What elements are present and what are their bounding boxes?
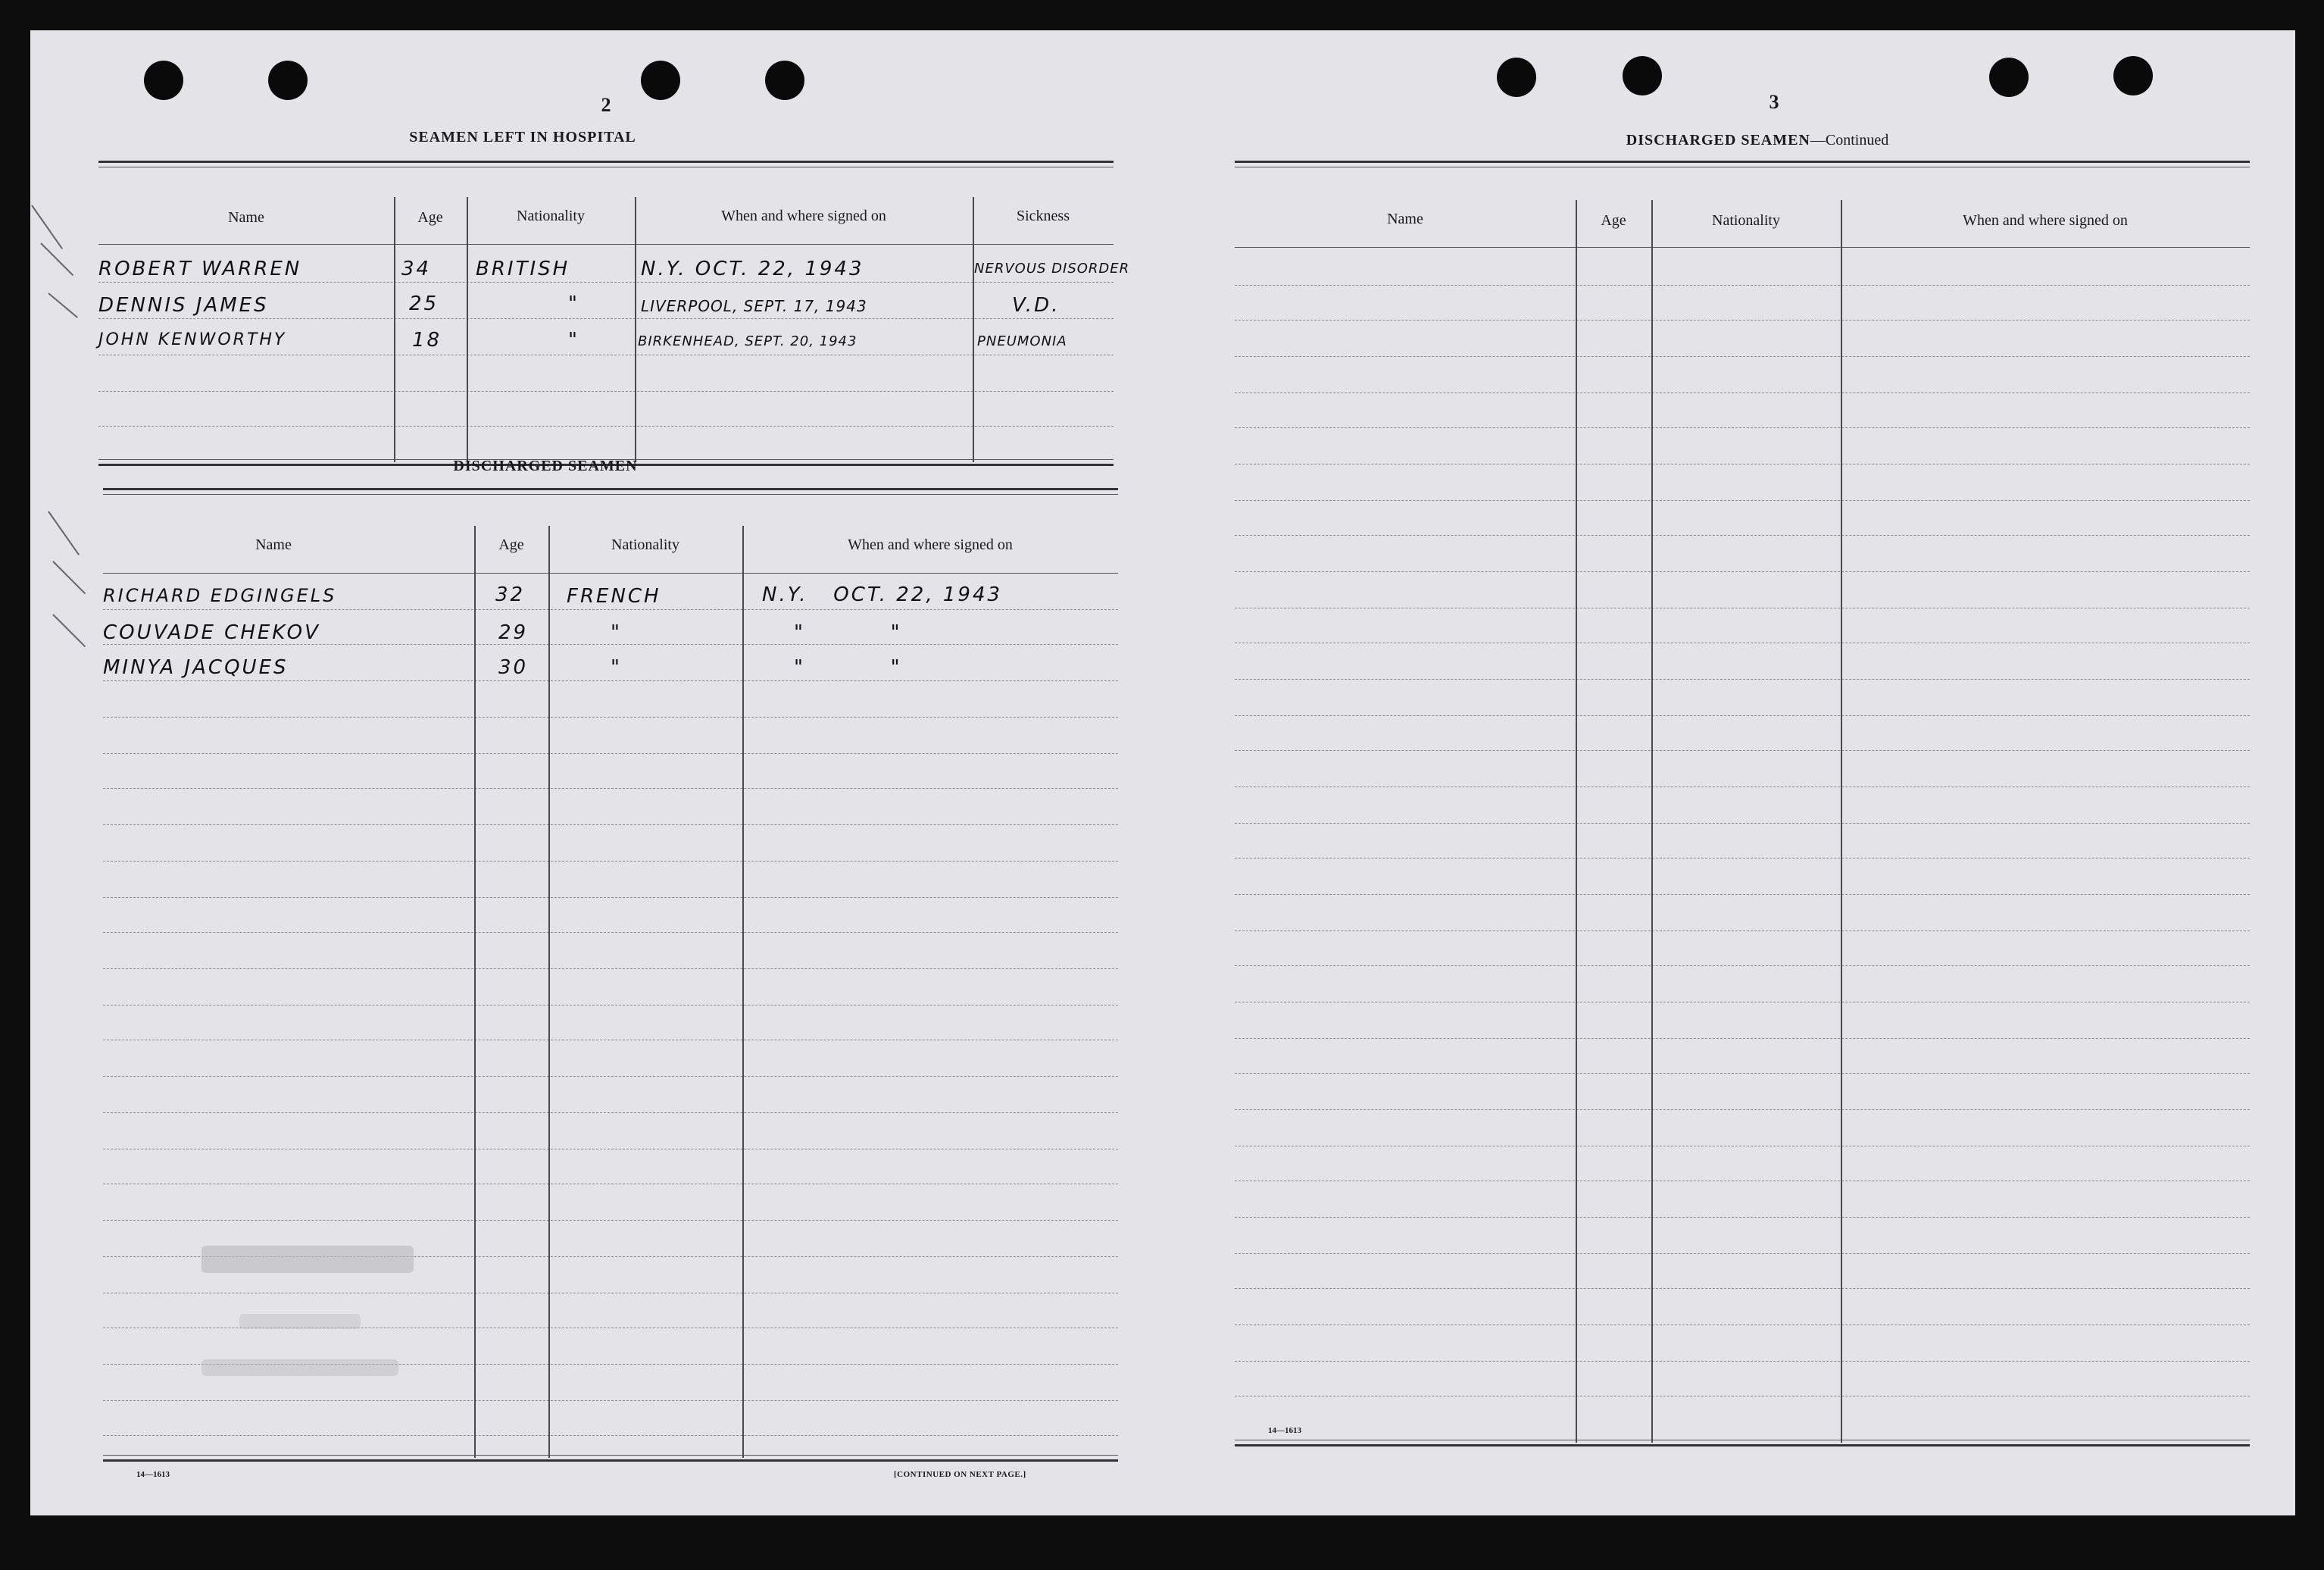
hospital-row-1-name: ROBERT WARREN	[98, 258, 302, 280]
right-title-suffix: —Continued	[1810, 132, 1889, 149]
punch-hole	[1989, 58, 2029, 97]
right-header-signed-on: When and where signed on	[1963, 212, 2128, 229]
faded-stamp	[201, 1359, 398, 1376]
discharged-row-3-age: 30	[498, 656, 529, 679]
hospital-row-3-name: JOHN KENWORTHY	[98, 330, 287, 349]
faded-stamp	[201, 1246, 414, 1273]
hospital-row-2-age: 25	[409, 292, 439, 315]
hospital-row-3-nationality: "	[568, 329, 579, 352]
header-age: Age	[417, 209, 443, 226]
continued-note: [CONTINUED ON NEXT PAGE.]	[894, 1470, 1026, 1479]
check-mark	[48, 292, 78, 318]
discharged-header-age: Age	[498, 536, 524, 553]
hospital-row-2-nationality: "	[568, 292, 579, 315]
header-name: Name	[228, 209, 264, 226]
hospital-row-3-age: 18	[412, 329, 442, 352]
punch-hole	[765, 61, 804, 100]
discharged-table	[103, 488, 1118, 1465]
document-sheet	[30, 30, 2295, 1515]
form-number-left: 14—1613	[136, 1470, 170, 1479]
discharged-row-2-age: 29	[498, 621, 529, 644]
hospital-section-title: SEAMEN LEFT IN HOSPITAL	[409, 129, 636, 145]
punch-hole	[1497, 58, 1536, 97]
discharged-row-3-nationality: "	[611, 656, 622, 679]
check-mark	[48, 511, 80, 555]
punch-hole	[268, 61, 308, 100]
discharged-row-1-nationality: FRENCH	[567, 585, 661, 608]
check-mark	[31, 205, 63, 249]
discharged-header-signed-on: When and where signed on	[848, 536, 1013, 553]
hospital-row-1-age: 34	[401, 258, 432, 280]
form-number-right: 14—1613	[1268, 1426, 1301, 1435]
discharged-row-3-name: MINYA JACQUES	[103, 656, 289, 679]
right-section-title	[1538, 132, 1977, 149]
right-header-name: Name	[1387, 211, 1423, 227]
discharged-header-name: Name	[255, 536, 292, 553]
hospital-row-3-signed-on: BIRKENHEAD, SEPT. 20, 1943	[638, 333, 857, 349]
punch-hole	[1623, 56, 1662, 95]
check-mark	[52, 614, 86, 647]
discharged-row-1-name: RICHARD EDGINGELS	[103, 585, 337, 606]
page-number-right: 3	[1769, 91, 1779, 113]
header-nationality: Nationality	[517, 208, 585, 224]
discharged-row-1-signed-on: N.Y. OCT. 22, 1943	[762, 583, 1003, 606]
punch-hole	[2113, 56, 2153, 95]
header-signed-on: When and where signed on	[721, 208, 886, 224]
hospital-row-2-signed-on: LIVERPOOL, SEPT. 17, 1943	[641, 297, 867, 315]
hospital-row-1-signed-on: N.Y. OCT. 22, 1943	[641, 258, 864, 280]
punch-hole	[144, 61, 183, 100]
header-sickness: Sickness	[1017, 208, 1070, 224]
page-number-left: 2	[601, 94, 611, 116]
discharged-header-nationality: Nationality	[611, 536, 679, 553]
punch-hole	[641, 61, 680, 100]
right-title-text: DISCHARGED SEAMEN	[1626, 132, 1810, 149]
right-header-nationality: Nationality	[1712, 212, 1780, 229]
check-mark	[52, 561, 86, 594]
discharged-row-3-signed-on: " "	[794, 656, 902, 679]
hospital-row-1-sickness: NERVOUS DISORDER	[974, 261, 1130, 277]
discharged-row-2-nationality: "	[611, 621, 622, 644]
discharged-row-2-signed-on: " "	[794, 621, 902, 644]
hospital-row-2-sickness: V.D.	[1012, 294, 1060, 317]
check-mark	[40, 242, 73, 276]
hospital-row-2-name: DENNIS JAMES	[98, 294, 269, 317]
discharged-row-1-age: 32	[495, 583, 526, 606]
discharged-section-title: DISCHARGED SEAMEN	[453, 458, 638, 474]
hospital-row-3-sickness: PNEUMONIA	[977, 333, 1067, 349]
discharged-continued-table	[1235, 161, 2250, 1449]
right-header-age: Age	[1601, 212, 1626, 229]
faded-stamp	[239, 1314, 361, 1329]
hospital-row-1-nationality: BRITISH	[476, 258, 570, 280]
hospital-table	[98, 161, 1130, 471]
discharged-row-2-name: COUVADE CHEKOV	[103, 621, 320, 644]
